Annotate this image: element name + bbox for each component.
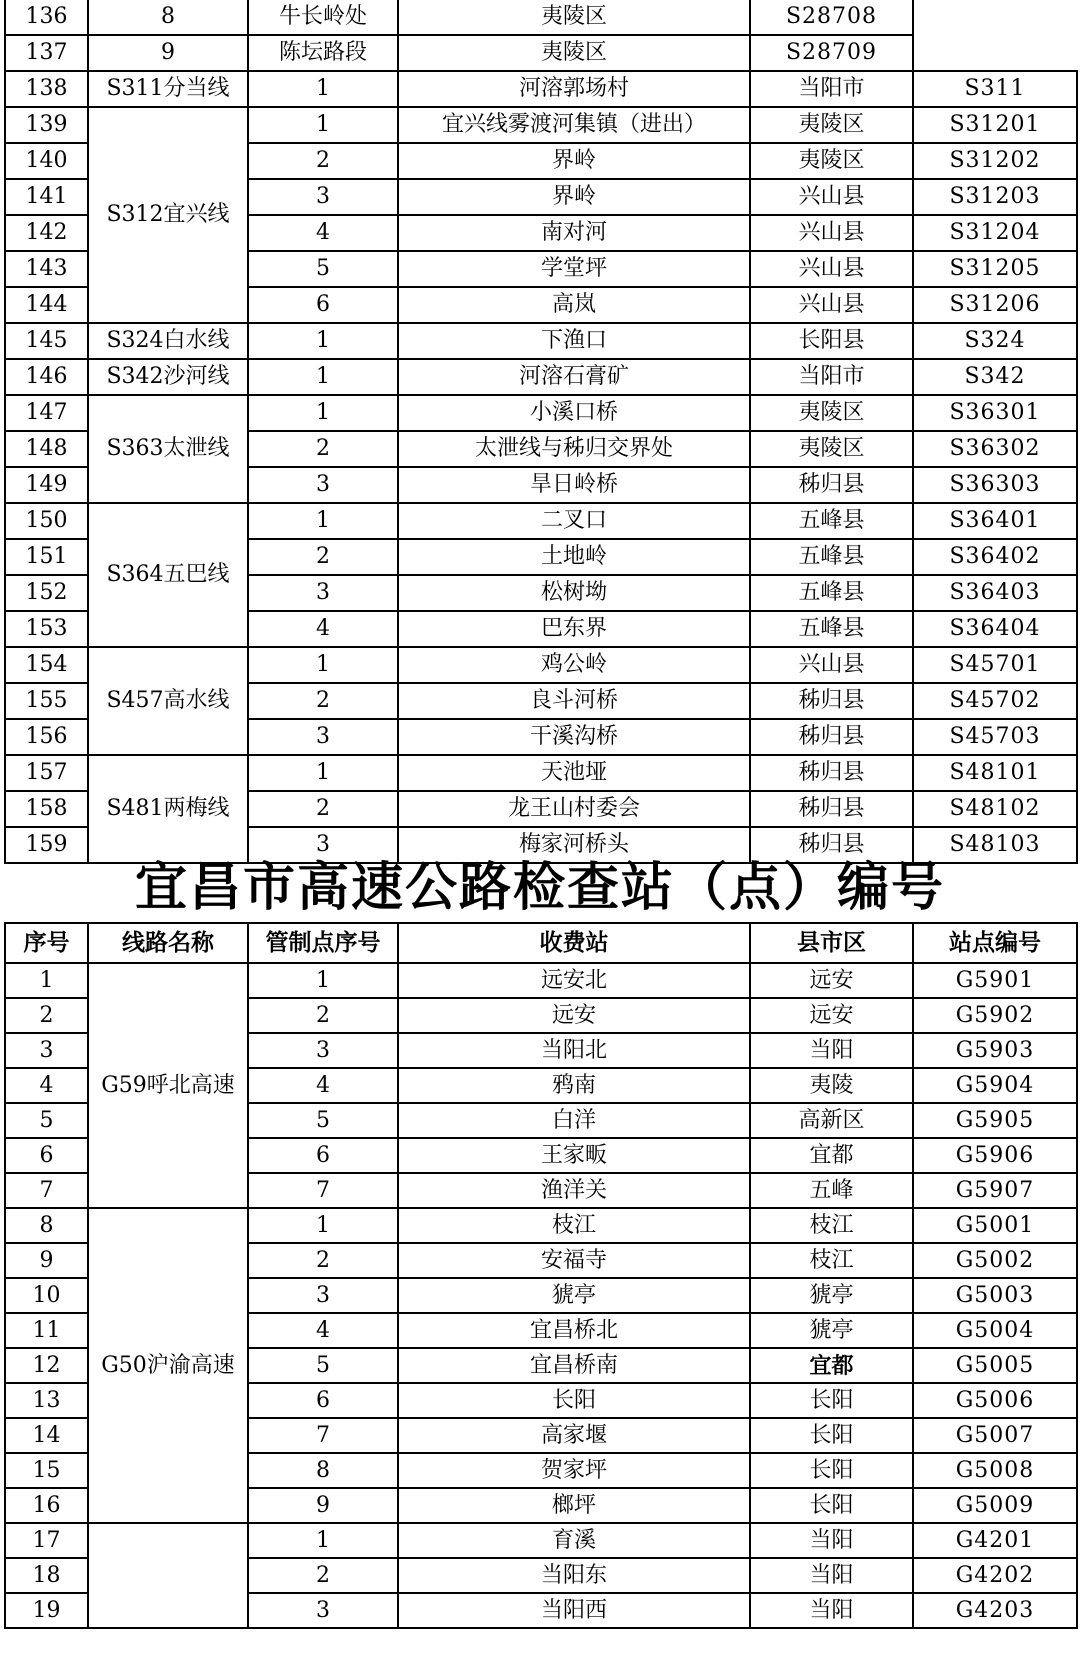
station-name-cell: 小溪口桥: [398, 395, 750, 431]
header-no: 序号: [5, 923, 88, 963]
district-cell: 五峰县: [750, 611, 913, 647]
control-seq-cell: 4: [248, 1068, 398, 1103]
station-code-cell: S31205: [913, 251, 1077, 287]
row-number-cell: 5: [5, 1103, 88, 1138]
district-cell: 夷陵: [750, 1068, 913, 1103]
control-seq-cell: 5: [248, 251, 398, 287]
row-number-cell: 142: [5, 215, 88, 251]
control-seq-cell: 6: [248, 1383, 398, 1418]
district-cell: 长阳: [750, 1418, 913, 1453]
station-name-cell: 当阳东: [398, 1558, 750, 1593]
upper-checkpoint-table: [4, 0, 1078, 864]
control-seq-cell: 1: [248, 323, 398, 359]
district-cell: 五峰县: [750, 575, 913, 611]
row-number-cell: 143: [5, 251, 88, 287]
row-number-cell: 159: [5, 827, 88, 863]
row-number-cell: 16: [5, 1488, 88, 1523]
control-seq-cell: 1: [248, 1208, 398, 1243]
row-number-cell: 154: [5, 647, 88, 683]
station-code-cell: S342: [913, 359, 1077, 395]
control-seq-cell: 3: [248, 467, 398, 503]
district-cell: 宜都: [750, 1348, 913, 1383]
control-seq-cell: 2: [248, 539, 398, 575]
row-number-cell: 3: [5, 1033, 88, 1068]
table-row: [5, 1523, 1077, 1558]
district-cell: 远安: [750, 963, 913, 998]
district-cell: 长阳县: [750, 323, 913, 359]
district-cell: 夷陵区: [750, 431, 913, 467]
station-name-cell: 鸦南: [398, 1068, 750, 1103]
control-seq-cell: 9: [248, 1488, 398, 1523]
expressway-checkpoint-table: [4, 922, 1078, 1629]
control-seq-cell: 9: [88, 35, 248, 71]
station-name-cell: 二叉口: [398, 503, 750, 539]
district-cell: 五峰: [750, 1173, 913, 1208]
district-cell: 秭归县: [750, 467, 913, 503]
row-number-cell: 15: [5, 1453, 88, 1488]
header-station: 收费站: [398, 923, 750, 963]
table-row: [5, 71, 1077, 107]
station-name-cell: 安福寺: [398, 1243, 750, 1278]
row-number-cell: 18: [5, 1558, 88, 1593]
line-name-cell: S311分当线: [88, 71, 248, 107]
table-row: [5, 0, 1077, 35]
row-number-cell: 12: [5, 1348, 88, 1383]
control-seq-cell: 3: [248, 575, 398, 611]
station-code-cell: S36403: [913, 575, 1077, 611]
header-seq: 管制点序号: [248, 923, 398, 963]
station-name-cell: 远安北: [398, 963, 750, 998]
district-cell: 当阳: [750, 1033, 913, 1068]
row-number-cell: 152: [5, 575, 88, 611]
district-cell: 夷陵区: [398, 0, 750, 35]
station-code-cell: G5907: [913, 1173, 1077, 1208]
control-seq-cell: 8: [88, 0, 248, 35]
row-number-cell: 11: [5, 1313, 88, 1348]
station-code-cell: S36301: [913, 395, 1077, 431]
station-code-cell: G5002: [913, 1243, 1077, 1278]
station-code-cell: G5905: [913, 1103, 1077, 1138]
station-code-cell: S31203: [913, 179, 1077, 215]
station-code-cell: S45703: [913, 719, 1077, 755]
station-name-cell: 当阳北: [398, 1033, 750, 1068]
district-cell: 当阳市: [750, 359, 913, 395]
station-name-cell: 学堂坪: [398, 251, 750, 287]
station-code-cell: S48101: [913, 755, 1077, 791]
line-name-cell: S312宜兴线: [88, 107, 248, 323]
station-code-cell: S31206: [913, 287, 1077, 323]
table-row: [5, 35, 1077, 71]
station-code-cell: S311: [913, 71, 1077, 107]
station-code-cell: G4202: [913, 1558, 1077, 1593]
control-seq-cell: 1: [248, 395, 398, 431]
district-cell: 秭归县: [750, 755, 913, 791]
table-row: [5, 323, 1077, 359]
row-number-cell: 138: [5, 71, 88, 107]
station-name-cell: 界岭: [398, 179, 750, 215]
control-seq-cell: 3: [248, 827, 398, 863]
station-code-cell: S36302: [913, 431, 1077, 467]
control-seq-cell: 7: [248, 1418, 398, 1453]
header-row: [5, 923, 1077, 963]
station-code-cell: G5902: [913, 998, 1077, 1033]
control-seq-cell: 2: [248, 143, 398, 179]
district-cell: 当阳: [750, 1558, 913, 1593]
station-code-cell: G5003: [913, 1278, 1077, 1313]
control-seq-cell: 4: [248, 1313, 398, 1348]
station-name-cell: 高家堰: [398, 1418, 750, 1453]
control-seq-cell: 3: [248, 179, 398, 215]
table-header: [5, 923, 1077, 963]
row-number-cell: 151: [5, 539, 88, 575]
row-number-cell: 6: [5, 1138, 88, 1173]
header-code: 站点编号: [913, 923, 1077, 963]
control-seq-cell: 1: [248, 647, 398, 683]
station-name-cell: 旱日岭桥: [398, 467, 750, 503]
station-code-cell: G5903: [913, 1033, 1077, 1068]
control-seq-cell: 1: [248, 503, 398, 539]
station-code-cell: S324: [913, 323, 1077, 359]
page-title: 宜昌市高速公路检查站（点）编号: [134, 858, 945, 918]
line-name-cell: S481两梅线: [88, 755, 248, 863]
line-name-cell: S457高水线: [88, 647, 248, 755]
station-code-cell: S48103: [913, 827, 1077, 863]
row-number-cell: 14: [5, 1418, 88, 1453]
station-code-cell: S28708: [750, 0, 913, 35]
control-seq-cell: 2: [248, 683, 398, 719]
station-name-cell: 渔洋关: [398, 1173, 750, 1208]
row-number-cell: 158: [5, 791, 88, 827]
district-cell: 兴山县: [750, 251, 913, 287]
station-name-cell: 育溪: [398, 1523, 750, 1558]
control-seq-cell: 5: [248, 1348, 398, 1383]
district-cell: 枝江: [750, 1243, 913, 1278]
row-number-cell: 2: [5, 998, 88, 1033]
row-number-cell: 1: [5, 963, 88, 998]
control-seq-cell: 6: [248, 1138, 398, 1173]
control-seq-cell: 2: [248, 791, 398, 827]
line-name-cell: S342沙河线: [88, 359, 248, 395]
control-seq-cell: 1: [248, 963, 398, 998]
district-cell: 秭归县: [750, 719, 913, 755]
row-number-cell: 148: [5, 431, 88, 467]
row-number-cell: 145: [5, 323, 88, 359]
row-number-cell: 4: [5, 1068, 88, 1103]
control-seq-cell: 8: [248, 1453, 398, 1488]
control-seq-cell: 2: [248, 431, 398, 467]
table-row: [5, 107, 1077, 143]
station-code-cell: G5005: [913, 1348, 1077, 1383]
control-seq-cell: 3: [248, 1033, 398, 1068]
table-row: [5, 755, 1077, 791]
control-seq-cell: 1: [248, 71, 398, 107]
station-name-cell: 长阳: [398, 1383, 750, 1418]
district-cell: 兴山县: [750, 647, 913, 683]
row-number-cell: 144: [5, 287, 88, 323]
district-cell: 夷陵区: [750, 395, 913, 431]
station-name-cell: 下渔口: [398, 323, 750, 359]
station-name-cell: 王家畈: [398, 1138, 750, 1173]
station-name-cell: 猇亭: [398, 1278, 750, 1313]
station-code-cell: G4201: [913, 1523, 1077, 1558]
station-code-cell: G5009: [913, 1488, 1077, 1523]
district-cell: 长阳: [750, 1488, 913, 1523]
station-name-cell: 土地岭: [398, 539, 750, 575]
row-number-cell: 155: [5, 683, 88, 719]
station-code-cell: G5004: [913, 1313, 1077, 1348]
control-seq-cell: 4: [248, 215, 398, 251]
station-name-cell: 龙王山村委会: [398, 791, 750, 827]
district-cell: 枝江: [750, 1208, 913, 1243]
station-code-cell: S36303: [913, 467, 1077, 503]
station-code-cell: S45702: [913, 683, 1077, 719]
row-number-cell: 156: [5, 719, 88, 755]
control-seq-cell: 2: [248, 998, 398, 1033]
station-code-cell: G4203: [913, 1593, 1077, 1628]
station-name-cell: 干溪沟桥: [398, 719, 750, 755]
row-number-cell: 9: [5, 1243, 88, 1278]
station-name-cell: 宜昌桥南: [398, 1348, 750, 1383]
district-cell: 兴山县: [750, 287, 913, 323]
station-name-cell: 松树坳: [398, 575, 750, 611]
station-code-cell: S31201: [913, 107, 1077, 143]
control-seq-cell: 3: [248, 1593, 398, 1628]
district-cell: 长阳: [750, 1383, 913, 1418]
station-name-cell: 榔坪: [398, 1488, 750, 1523]
control-seq-cell: 1: [248, 755, 398, 791]
station-code-cell: G5901: [913, 963, 1077, 998]
station-code-cell: S48102: [913, 791, 1077, 827]
station-name-cell: 牛长岭处: [248, 0, 398, 35]
row-number-cell: 140: [5, 143, 88, 179]
station-name-cell: 枝江: [398, 1208, 750, 1243]
row-number-cell: 153: [5, 611, 88, 647]
control-seq-cell: 4: [248, 611, 398, 647]
station-name-cell: 鸡公岭: [398, 647, 750, 683]
district-cell: 兴山县: [750, 179, 913, 215]
table-row: [5, 647, 1077, 683]
station-name-cell: 界岭: [398, 143, 750, 179]
station-name-cell: 巴东界: [398, 611, 750, 647]
row-number-cell: 141: [5, 179, 88, 215]
row-number-cell: 17: [5, 1523, 88, 1558]
control-seq-cell: 5: [248, 1103, 398, 1138]
station-code-cell: S31204: [913, 215, 1077, 251]
station-code-cell: G5007: [913, 1418, 1077, 1453]
line-name-cell: [88, 1523, 248, 1628]
control-seq-cell: 7: [248, 1173, 398, 1208]
row-number-cell: 10: [5, 1278, 88, 1313]
upper-table-body: [5, 0, 1077, 863]
header-line: 线路名称: [88, 923, 248, 963]
station-name-cell: 太泄线与秭归交界处: [398, 431, 750, 467]
station-code-cell: S31202: [913, 143, 1077, 179]
district-cell: 五峰县: [750, 503, 913, 539]
district-cell: 秭归县: [750, 683, 913, 719]
line-name-cell: S324白水线: [88, 323, 248, 359]
district-cell: 当阳: [750, 1523, 913, 1558]
table-row: [5, 963, 1077, 998]
row-number-cell: 136: [5, 0, 88, 35]
station-name-cell: 南对河: [398, 215, 750, 251]
row-number-cell: 149: [5, 467, 88, 503]
district-cell: 秭归县: [750, 827, 913, 863]
district-cell: 当阳市: [750, 71, 913, 107]
line-name-cell: S363太泄线: [88, 395, 248, 503]
station-code-cell: G5008: [913, 1453, 1077, 1488]
station-name-cell: 河溶郭场村: [398, 71, 750, 107]
table-row: [5, 503, 1077, 539]
district-cell: 远安: [750, 998, 913, 1033]
station-code-cell: S36401: [913, 503, 1077, 539]
station-name-cell: 陈坛路段: [248, 35, 398, 71]
station-code-cell: G5904: [913, 1068, 1077, 1103]
station-name-cell: 宜兴线雾渡河集镇（进出）: [398, 107, 750, 143]
district-cell: 长阳: [750, 1453, 913, 1488]
station-name-cell: 高岚: [398, 287, 750, 323]
district-cell: 夷陵区: [750, 107, 913, 143]
district-cell: 猇亭: [750, 1278, 913, 1313]
control-seq-cell: 3: [248, 719, 398, 755]
station-name-cell: 良斗河桥: [398, 683, 750, 719]
line-name-cell: S364五巴线: [88, 503, 248, 647]
control-seq-cell: 6: [248, 287, 398, 323]
row-number-cell: 150: [5, 503, 88, 539]
station-name-cell: 河溶石膏矿: [398, 359, 750, 395]
station-name-cell: 白洋: [398, 1103, 750, 1138]
header-district: 县市区: [750, 923, 913, 963]
station-name-cell: 梅家河桥头: [398, 827, 750, 863]
row-number-cell: 137: [5, 35, 88, 71]
control-seq-cell: 1: [248, 1523, 398, 1558]
control-seq-cell: 3: [248, 1278, 398, 1313]
station-code-cell: S45701: [913, 647, 1077, 683]
row-number-cell: 8: [5, 1208, 88, 1243]
station-code-cell: S36404: [913, 611, 1077, 647]
station-code-cell: G5906: [913, 1138, 1077, 1173]
district-cell: 兴山县: [750, 215, 913, 251]
station-name-cell: 当阳西: [398, 1593, 750, 1628]
district-cell: 高新区: [750, 1103, 913, 1138]
table-row: [5, 359, 1077, 395]
control-seq-cell: 1: [248, 107, 398, 143]
row-number-cell: 139: [5, 107, 88, 143]
line-name-cell: G50沪渝高速: [88, 1208, 248, 1523]
table-row: [5, 395, 1077, 431]
station-code-cell: S28709: [750, 35, 913, 71]
station-name-cell: 宜昌桥北: [398, 1313, 750, 1348]
row-number-cell: 157: [5, 755, 88, 791]
control-seq-cell: 2: [248, 1558, 398, 1593]
control-seq-cell: 2: [248, 1243, 398, 1278]
station-name-cell: 贺家坪: [398, 1453, 750, 1488]
district-cell: 当阳: [750, 1593, 913, 1628]
table-row: [5, 1208, 1077, 1243]
station-code-cell: G5001: [913, 1208, 1077, 1243]
district-cell: 夷陵区: [398, 35, 750, 71]
control-seq-cell: 1: [248, 359, 398, 395]
station-code-cell: G5006: [913, 1383, 1077, 1418]
row-number-cell: 19: [5, 1593, 88, 1628]
row-number-cell: 147: [5, 395, 88, 431]
row-number-cell: 7: [5, 1173, 88, 1208]
station-name-cell: 远安: [398, 998, 750, 1033]
station-name-cell: 天池垭: [398, 755, 750, 791]
district-cell: 夷陵区: [750, 143, 913, 179]
row-number-cell: 13: [5, 1383, 88, 1418]
row-number-cell: 146: [5, 359, 88, 395]
district-cell: 猇亭: [750, 1313, 913, 1348]
line-name-cell: G59呼北高速: [88, 963, 248, 1208]
district-cell: 宜都: [750, 1138, 913, 1173]
station-code-cell: S36402: [913, 539, 1077, 575]
district-cell: 秭归县: [750, 791, 913, 827]
lower-table-body: [5, 963, 1077, 1628]
district-cell: 五峰县: [750, 539, 913, 575]
